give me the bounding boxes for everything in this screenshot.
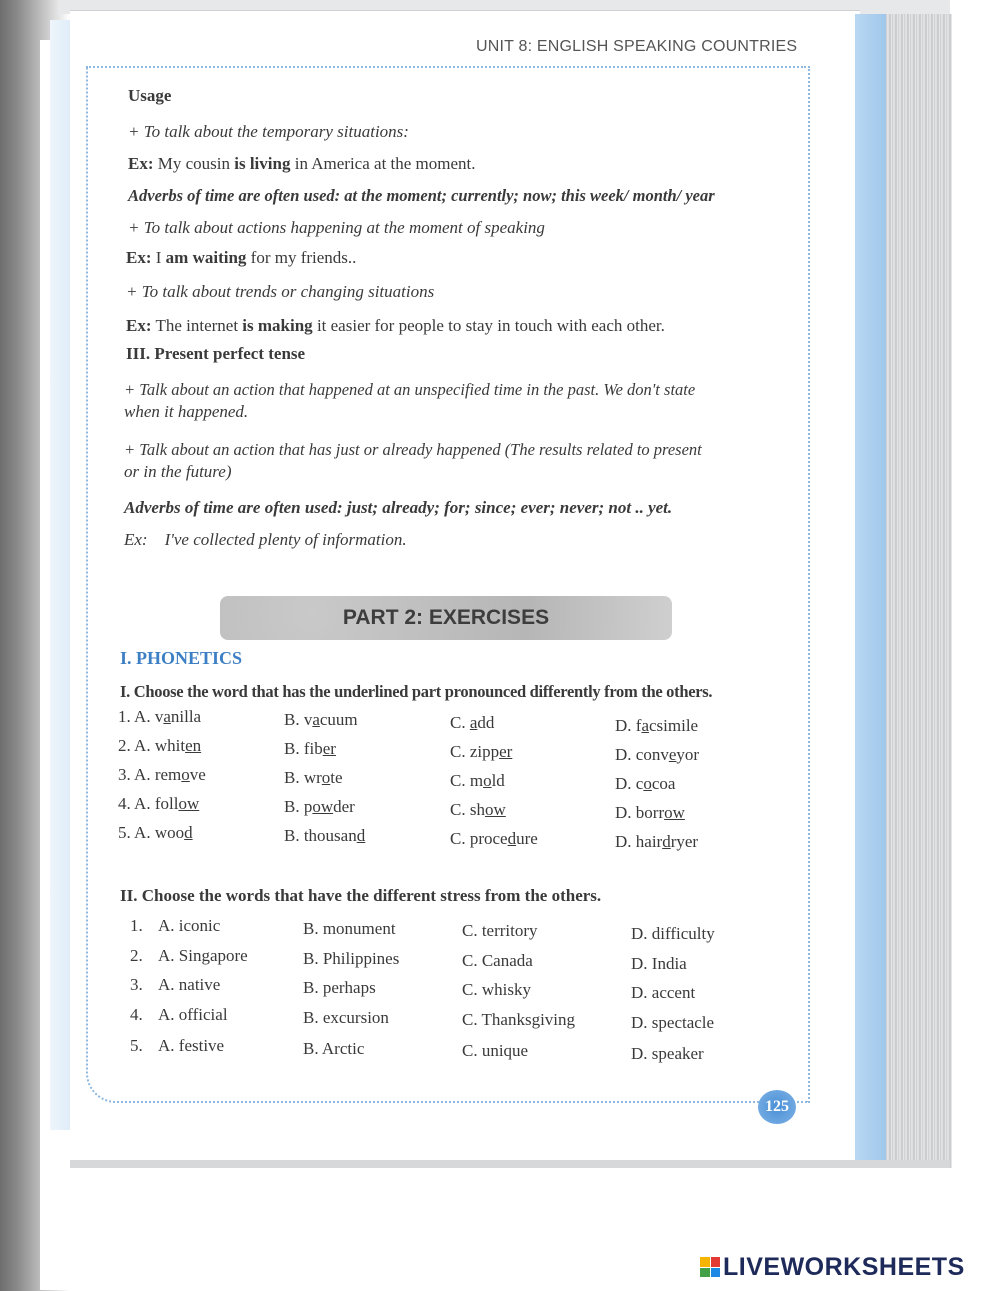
example-text: for my friends.. bbox=[246, 248, 357, 267]
pp-line-1a: + Talk about an action that happened at an unspecified time in the past. We don't state bbox=[124, 380, 696, 399]
example-text: it easier for people to stay in touch with each other. bbox=[312, 316, 665, 335]
example-text: I bbox=[151, 248, 166, 267]
ex1-option: D. hairdryer bbox=[615, 832, 699, 851]
example-prefix: Ex: bbox=[124, 530, 148, 549]
ex2-option: C. Thanksgiving bbox=[462, 1010, 576, 1029]
ex2-option: A. official bbox=[158, 1005, 228, 1024]
pp-line-2b: or in the future) bbox=[124, 462, 232, 481]
ex1-option: C. procedure bbox=[450, 829, 538, 848]
ex2-number: 1. bbox=[130, 916, 143, 935]
example-prefix: Ex: bbox=[126, 316, 152, 335]
content-frame-top bbox=[86, 66, 806, 68]
example-prefix: Ex: bbox=[128, 154, 154, 173]
ex2-option: C. unique bbox=[462, 1041, 529, 1060]
ex2-option: B. Arctic bbox=[303, 1038, 365, 1058]
ex2-option: B. monument bbox=[303, 918, 396, 938]
unit-header: UNIT 8: ENGLISH SPEAKING COUNTRIES bbox=[476, 38, 798, 55]
ex2-option: C. whisky bbox=[462, 980, 531, 999]
part2-title: PART 2: EXERCISES bbox=[342, 606, 550, 629]
ex1-option: D. conveyor bbox=[615, 745, 700, 764]
liveworksheets-logo bbox=[700, 1254, 965, 1280]
example-verb: is making bbox=[242, 316, 313, 335]
pp-line-2a: + Talk about an action that has just or already happened (The results related to present bbox=[124, 440, 702, 459]
ex2-option: C. Canada bbox=[462, 951, 533, 970]
ex2-option: D. difficulty bbox=[631, 923, 715, 943]
phonetics-heading: I. PHONETICS bbox=[120, 648, 243, 668]
example-text: The internet bbox=[151, 316, 243, 335]
exercise-1-instruction: I. Choose the word that has the underlined part pronounced differently from the others. bbox=[120, 682, 713, 701]
ex2-number: 5. bbox=[130, 1036, 143, 1055]
ex2-number: 2. bbox=[130, 946, 143, 965]
page-right-blue-band bbox=[855, 14, 887, 1164]
ex1-option: 1. A. vanilla bbox=[118, 707, 202, 726]
adverbs-line-1: Adverbs of time are often used: at the moment; currently; now; this week/ month/ year bbox=[128, 186, 715, 205]
ex1-option: B. fiber bbox=[284, 739, 336, 758]
ex1-option: 5. A. wood bbox=[118, 823, 193, 842]
logo-text: LIVEWORKSHEETS bbox=[723, 1252, 965, 1281]
usage-line-1: + To talk about the temporary situations: bbox=[128, 122, 409, 141]
example-verb: am waiting bbox=[165, 248, 247, 267]
exercise-2-instruction: II. Choose the words that have the different stress from the others. bbox=[120, 886, 602, 905]
example-4 bbox=[124, 530, 407, 550]
ex1-option: C. mold bbox=[450, 771, 505, 790]
ex2-number: 4. bbox=[130, 1005, 143, 1024]
ex2-option: D. speaker bbox=[631, 1043, 704, 1063]
ex1-option: C. zipper bbox=[450, 742, 513, 761]
page-number-badge: 125 bbox=[758, 1090, 796, 1124]
adverbs-line-2: Adverbs of time are often used: just; already; for; since; ever; never; not .. yet. bbox=[124, 498, 673, 517]
ex1-option: 4. A. follow bbox=[118, 794, 200, 813]
ex1-option: B. thousand bbox=[284, 826, 366, 845]
ex2-option: D. spectacle bbox=[631, 1012, 715, 1032]
section-present-perfect: III. Present perfect tense bbox=[126, 344, 306, 363]
ex2-option: B. perhaps bbox=[303, 977, 376, 997]
book-page-edges bbox=[886, 14, 952, 1168]
usage-title: Usage bbox=[128, 86, 172, 105]
ex1-option: D. borrow bbox=[615, 803, 685, 822]
usage-line-3: + To talk about trends or changing situations bbox=[126, 282, 435, 301]
ex1-option: D. cocoa bbox=[615, 774, 676, 793]
example-verb: is living bbox=[234, 154, 291, 173]
ex2-option: A. festive bbox=[158, 1036, 225, 1055]
part2-banner bbox=[220, 596, 672, 640]
ex2-option: A. iconic bbox=[158, 916, 221, 935]
example-3 bbox=[126, 316, 665, 336]
ex2-option: D. India bbox=[631, 953, 687, 973]
ex2-number: 3. bbox=[130, 975, 143, 994]
ex2-option: A. Singapore bbox=[158, 946, 248, 965]
ex2-option: C. territory bbox=[462, 921, 538, 940]
ex2-option: B. Philippines bbox=[303, 948, 400, 968]
ex1-option: B. wrote bbox=[284, 768, 343, 787]
example-1 bbox=[128, 154, 476, 174]
example-text: My cousin bbox=[153, 154, 235, 173]
ex2-option: B. excursion bbox=[303, 1007, 389, 1027]
ex1-option: C. show bbox=[450, 800, 506, 819]
ex1-option: C. add bbox=[450, 713, 495, 732]
ex1-option: 2. A. whiten bbox=[118, 736, 202, 755]
ex2-option: A. native bbox=[158, 975, 221, 994]
book-bottom-edge bbox=[70, 1160, 950, 1168]
pp-line-1b: when it happened. bbox=[124, 402, 249, 421]
example-2 bbox=[126, 248, 356, 268]
ex1-option: D. facsimile bbox=[615, 716, 699, 735]
ex1-option: 3. A. remove bbox=[118, 765, 206, 784]
example-text: I've collected plenty of information. bbox=[164, 530, 407, 549]
usage-line-2: + To talk about actions happening at the moment of speaking bbox=[128, 218, 545, 237]
ex1-option: B. vacuum bbox=[284, 710, 358, 729]
ex1-option: B. powder bbox=[284, 797, 355, 816]
example-text: in America at the moment. bbox=[290, 154, 476, 173]
logo-icon bbox=[700, 1257, 720, 1277]
ex2-option: D. accent bbox=[631, 982, 696, 1002]
example-prefix: Ex: bbox=[126, 248, 152, 267]
